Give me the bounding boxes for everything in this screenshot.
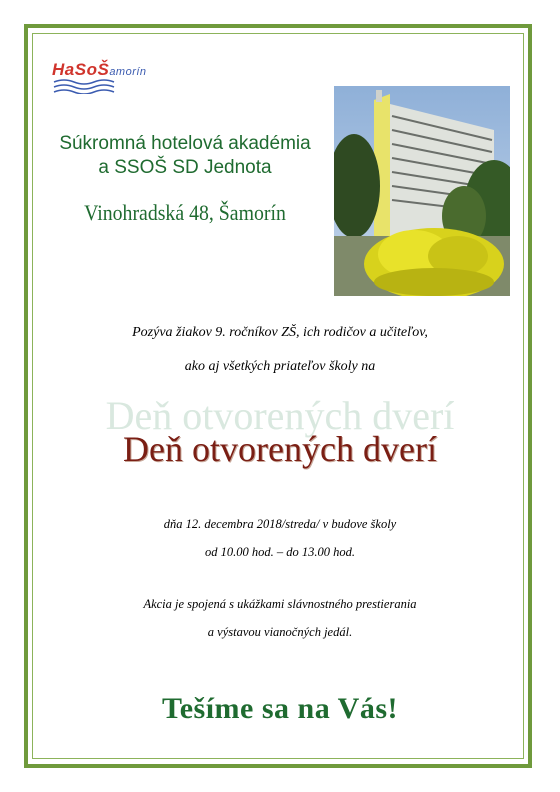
event-description-line1: Akcia je spojená s ukážkami slávnostného prestierania	[143, 597, 417, 611]
logo-small: amorín	[109, 66, 147, 78]
closing-text: Tešíme sa na Vás!	[161, 692, 399, 725]
school-building-photo	[334, 86, 510, 296]
invitation-line1: Pozýva žiakov 9. ročníkov ZŠ, ich rodičov a učiteľov,	[132, 325, 428, 340]
event-title-shadow: Deň otvorených dverí	[105, 393, 455, 438]
logo-accent: Š	[97, 60, 110, 79]
event-description	[40, 590, 520, 646]
school-name-line2: a SSOŠ SD Jednota	[98, 157, 272, 178]
event-details	[40, 510, 520, 566]
invitation-text	[40, 316, 520, 384]
event-title: Deň otvorených dverí	[123, 429, 437, 469]
building-photo-image	[334, 86, 510, 296]
school-name	[40, 132, 330, 180]
invitation-line2: ako aj všetkých priateľov školy na	[184, 359, 376, 374]
event-time: od 10.00 hod. – do 13.00 hod.	[205, 545, 355, 559]
event-description-line2: a výstavou vianočných jedál.	[207, 625, 353, 639]
school-logo	[52, 60, 192, 100]
school-name-line1: Súkromná hotelová akadémia	[59, 133, 311, 154]
waves-icon	[52, 78, 132, 94]
logo-main: HaSo	[52, 60, 98, 79]
school-address: Vinohradská 48, Šamorín	[84, 200, 286, 225]
logo-text	[52, 60, 147, 80]
event-date: dňa 12. decembra 2018/streda/ v budove školy	[163, 517, 397, 531]
